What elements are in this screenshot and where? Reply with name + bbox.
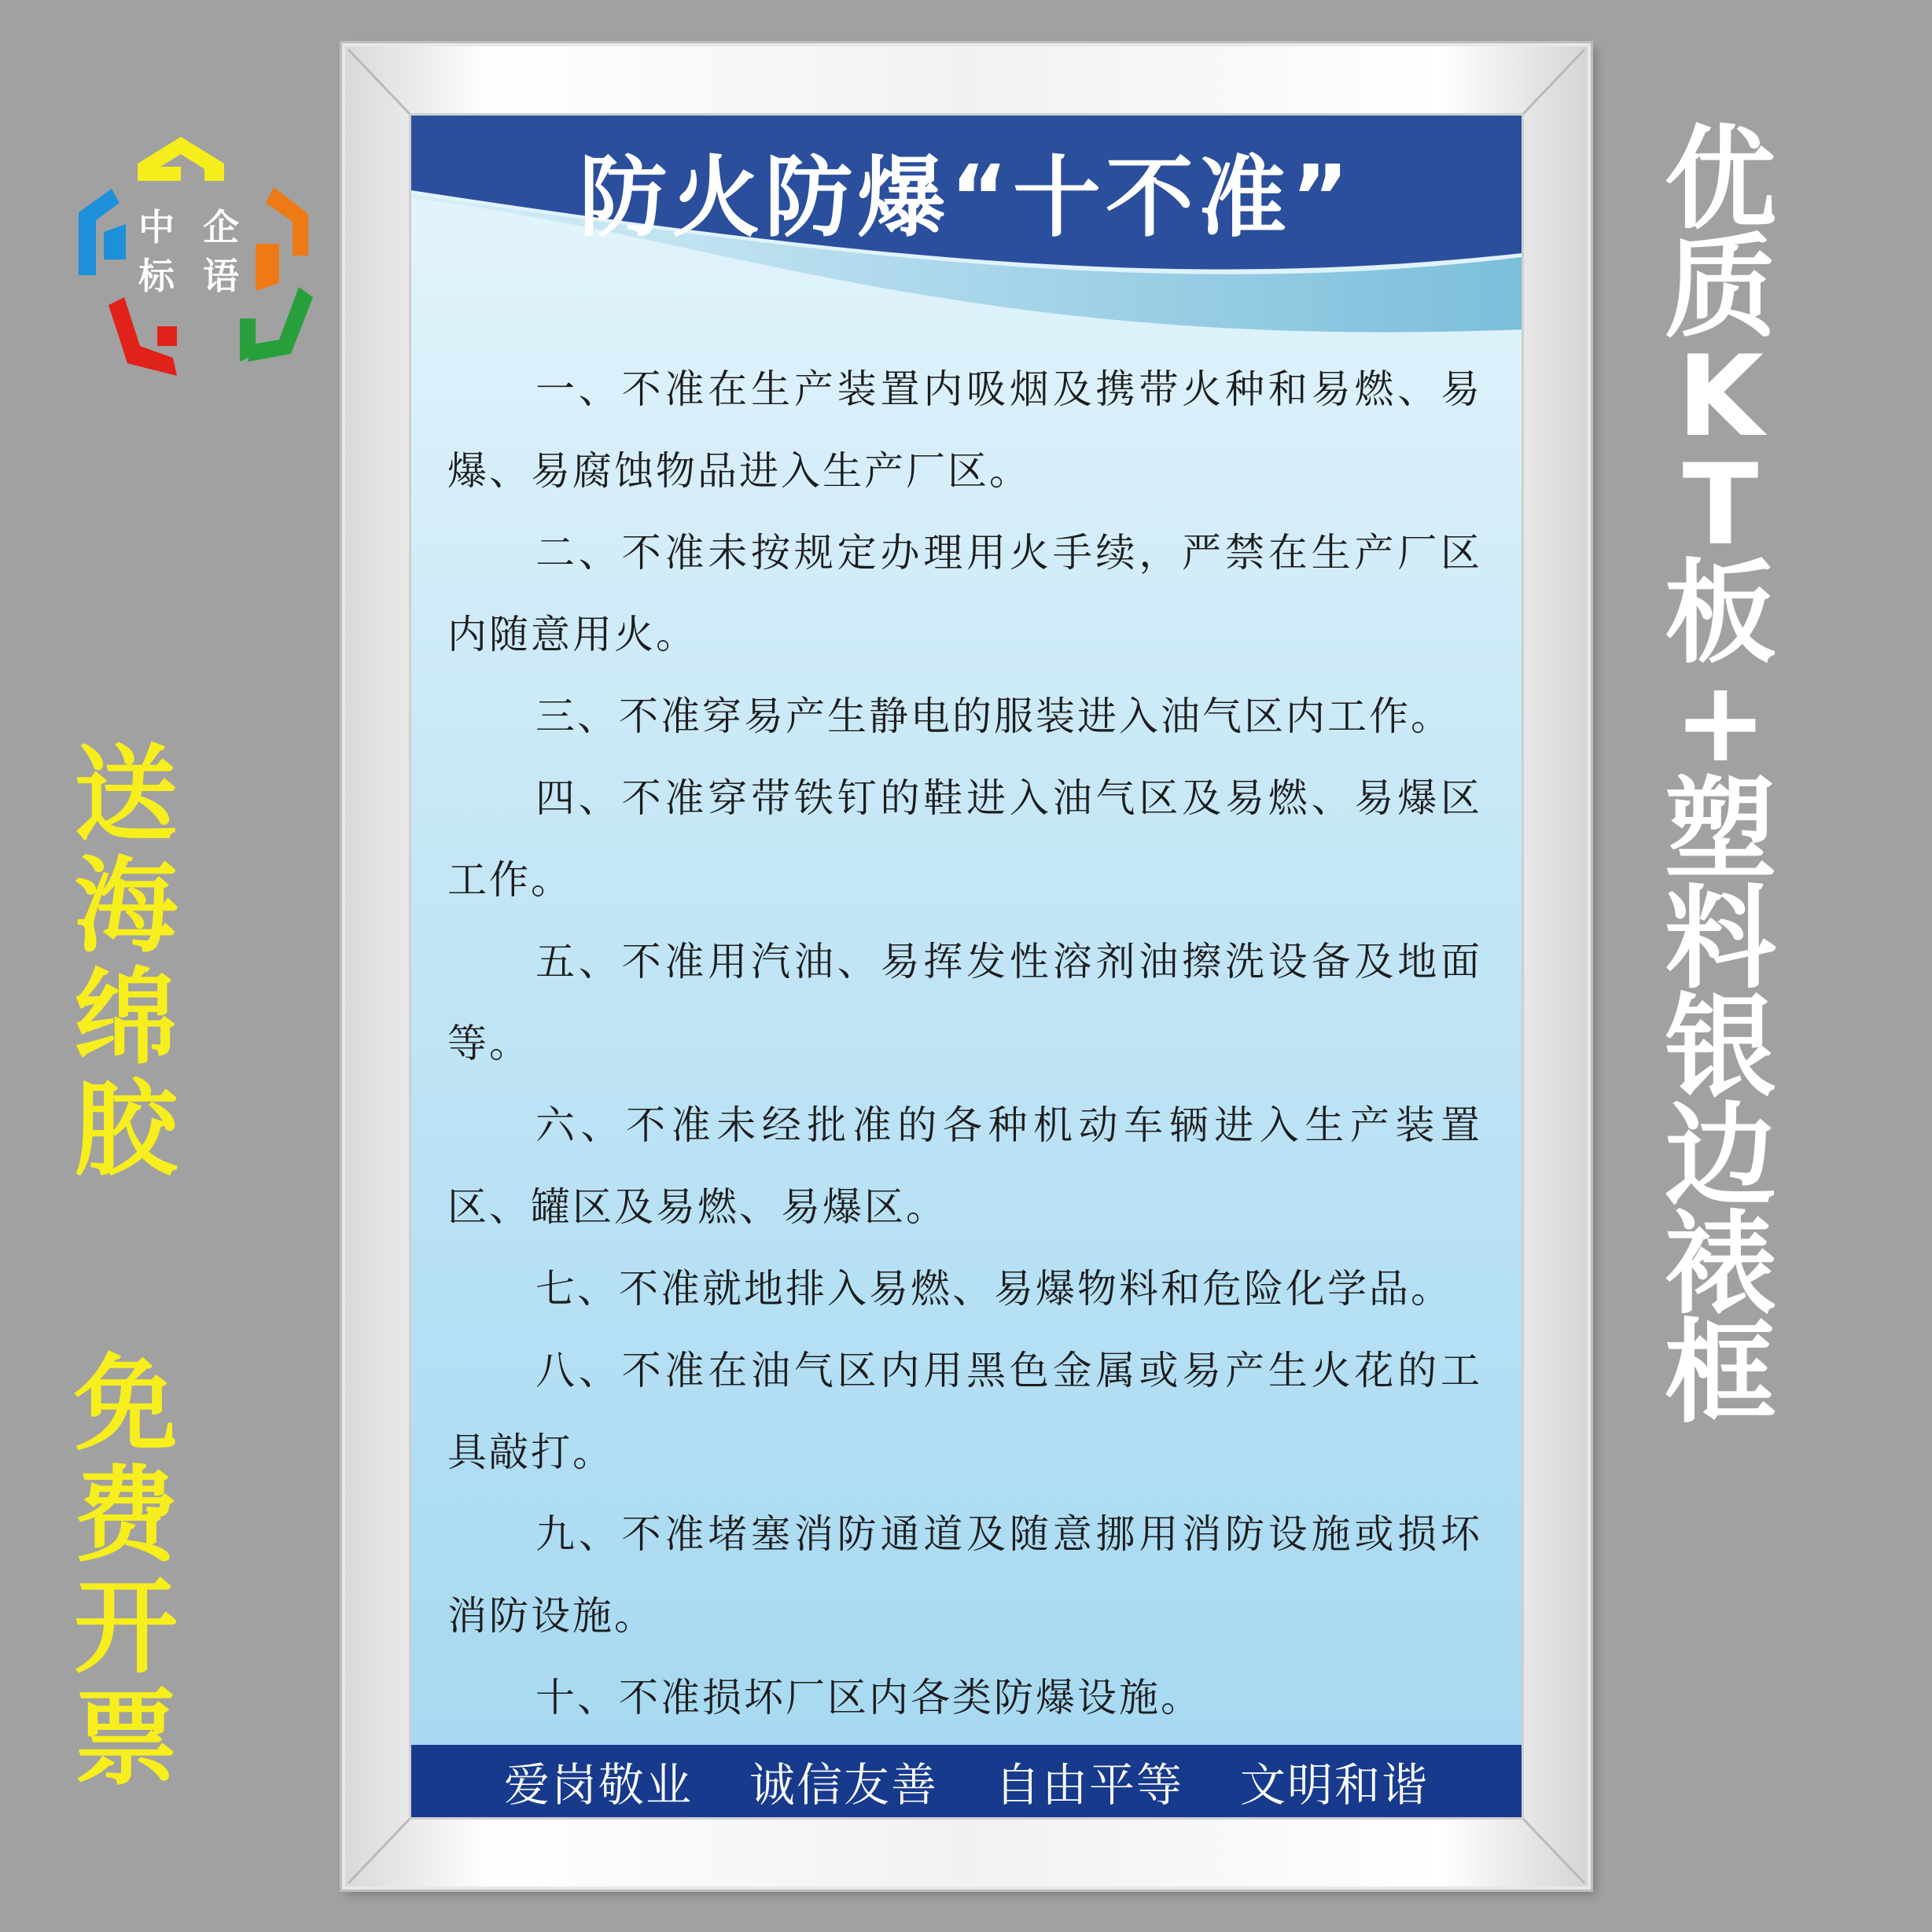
footer-slogan: 文明和谐 xyxy=(1240,1758,1430,1812)
rule-item: 一、不准在生产装置内吸烟及携带火种和易燃、易爆、易腐蚀物品进入生产厂区。 xyxy=(447,366,1482,494)
footer-slogan-bar xyxy=(411,1745,1522,1817)
caption-free-sponge-tape xyxy=(67,734,185,1190)
brand-logo xyxy=(63,126,322,385)
caption-char: 料 xyxy=(1665,874,1776,1004)
caption-char: 塑 xyxy=(1665,766,1776,896)
caption-product-description xyxy=(1654,115,1787,1438)
caption-char: 票 xyxy=(74,1679,178,1800)
rule-item: 八、不准在油气区内用黑色金属或易产生火花的工具敲打。 xyxy=(447,1348,1482,1475)
caption-char: 开 xyxy=(74,1567,178,1688)
footer-slogan: 自由平等 xyxy=(995,1758,1184,1812)
caption-char: K xyxy=(1676,332,1765,462)
caption-char: 胶 xyxy=(74,1069,178,1190)
caption-char: 板 xyxy=(1665,549,1776,679)
rule-item: 四、不准穿带铁钉的鞋进入油气区及易燃、易爆区工作。 xyxy=(447,775,1482,903)
caption-char: 银 xyxy=(1665,983,1776,1113)
caption-char: T xyxy=(1682,440,1759,570)
rule-item: 九、不准堵塞消防通道及随意挪用消防设施或损坏消防设施。 xyxy=(447,1511,1482,1639)
rule-item: 二、不准未按规定办理用火手续，严禁在生产厂区内随意用火。 xyxy=(447,530,1482,657)
rule-item: 十、不准损坏厂区内各类防爆设施。 xyxy=(535,1675,1202,1720)
caption-free-invoice xyxy=(67,1344,185,1800)
footer-slogan: 爱岗敬业 xyxy=(503,1758,693,1812)
caption-char: 送 xyxy=(74,734,178,856)
sign-board xyxy=(411,116,1522,1817)
silver-picture-frame xyxy=(342,43,1591,1890)
logo-text-top: 中 企 xyxy=(138,206,247,248)
caption-char: + xyxy=(1673,657,1768,787)
logo-text-bottom: 标 语 xyxy=(138,255,247,297)
rule-item: 七、不准就地排入易燃、易爆物料和危险化学品。 xyxy=(535,1266,1452,1312)
caption-char: 裱 xyxy=(1665,1200,1776,1330)
caption-char: 免 xyxy=(74,1344,178,1465)
caption-char: 优 xyxy=(1665,115,1776,245)
caption-char: 框 xyxy=(1665,1308,1776,1438)
caption-char: 质 xyxy=(1665,223,1776,353)
rules-list xyxy=(447,348,1482,1739)
sign-title: 防火防爆“十不准” xyxy=(579,147,1354,249)
logo-text xyxy=(138,203,248,300)
footer-slogan: 诚信友善 xyxy=(749,1758,938,1812)
rule-item: 六、不准未经批准的各种机动车辆进入生产装置区、罐区及易燃、易爆区。 xyxy=(447,1102,1482,1230)
rule-item: 三、不准穿易产生静电的服装进入油气区内工作。 xyxy=(535,694,1452,739)
caption-char: 费 xyxy=(74,1455,178,1577)
caption-char: 海 xyxy=(74,846,178,967)
caption-char: 边 xyxy=(1665,1091,1776,1221)
rule-item: 五、不准用汽油、易挥发性溶剂油擦洗设备及地面等。 xyxy=(447,939,1482,1066)
caption-char: 绵 xyxy=(74,958,178,1079)
